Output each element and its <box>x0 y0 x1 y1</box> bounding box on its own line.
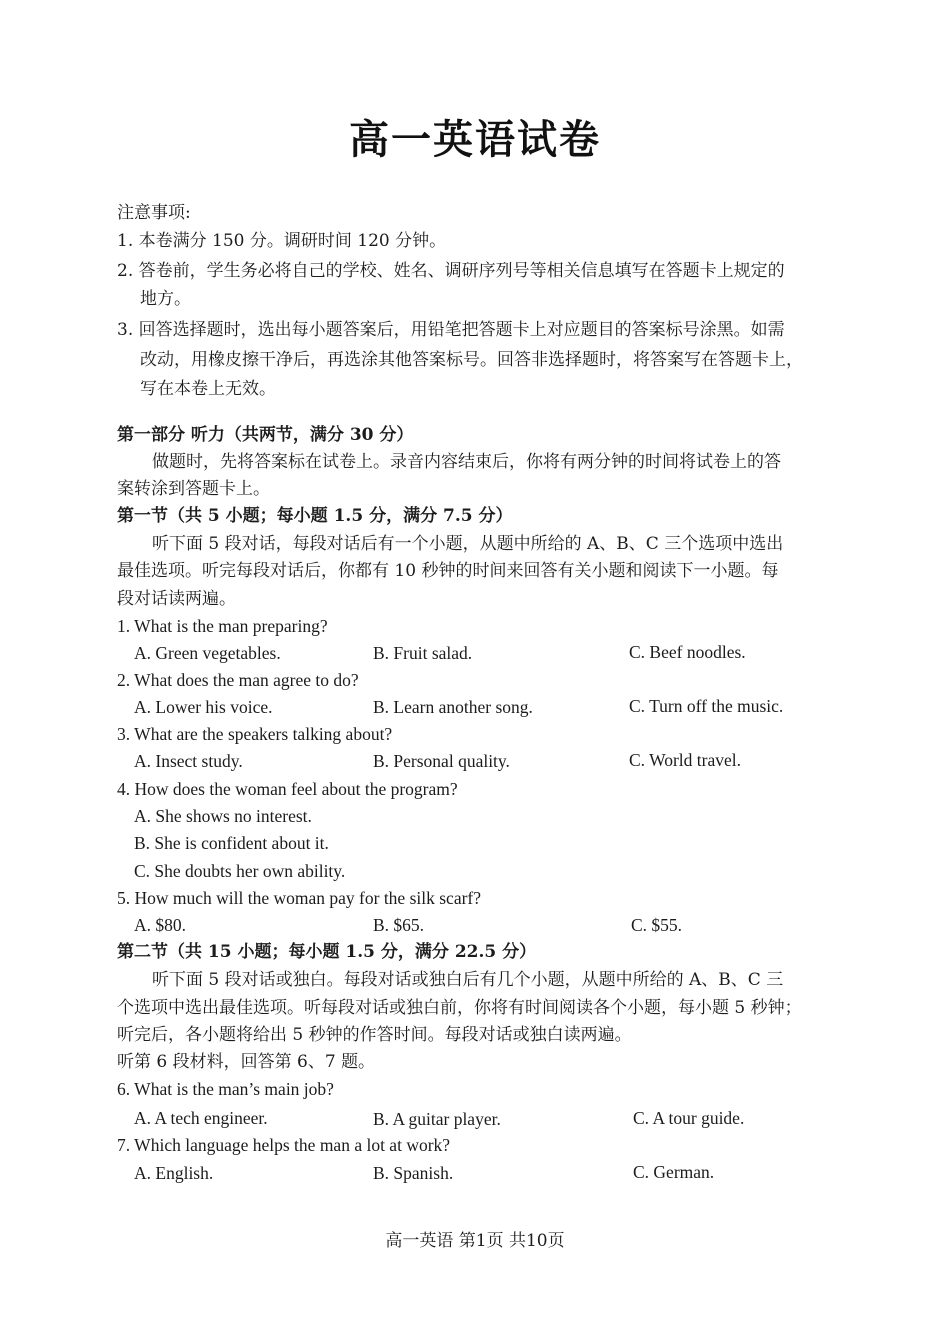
question-7-option-b: B. Spanish. <box>373 1163 454 1183</box>
page-footer: 高一英语 第1页 共10页 <box>385 1231 565 1251</box>
section1-intro-line-2: 最佳选项。听完每段对话后，你都有 10 秒钟的时间来回答有关小题和阅读下一小题。每 <box>117 561 779 581</box>
section1-heading: 第一节（共 5 小题；每小题 1.5 分，满分 7.5 分） <box>117 506 513 526</box>
notice-item-3-line-2: 改动，用橡皮擦干净后，再选涂其他答案标号。回答非选择题时，将答案写在答题卡上， <box>140 350 803 370</box>
notice-item-3-line-1: 3. 回答选择题时，选出每小题答案后，用铅笔把答题卡上对应题目的答案标号涂黑。如需 <box>117 320 785 340</box>
part1-intro-line-2: 案转涂到答题卡上。 <box>117 479 270 499</box>
notice-item-1: 1. 本卷满分 150 分。调研时间 120 分钟。 <box>117 231 447 251</box>
question-4-option-c: C. She doubts her own ability. <box>134 861 346 881</box>
question-6-option-b: B. A guitar player. <box>373 1109 501 1129</box>
part1-intro-line-1: 做题时，先将答案标在试卷上。录音内容结束后，你将有两分钟的时间将试卷上的答 <box>152 452 781 472</box>
question-4: 4. How does the woman feel about the program? <box>117 779 458 799</box>
section2-intro-line-3: 听完后，各小题将给出 5 秒钟的作答时间。每段对话或独白读两遍。 <box>117 1025 632 1045</box>
question-5-option-a: A. $80. <box>134 915 187 935</box>
question-4-option-a: A. She shows no interest. <box>134 806 312 826</box>
section2-heading: 第二节（共 15 小题；每小题 1.5 分，满分 22.5 分） <box>117 942 537 962</box>
question-5-option-c: C. $55. <box>631 915 683 935</box>
question-4-option-b: B. She is confident about it. <box>134 833 329 853</box>
question-6: 6. What is the man’s main job? <box>117 1079 334 1099</box>
question-2-option-b: B. Learn another song. <box>373 697 533 717</box>
page-title: 高一英语试卷 <box>349 116 601 163</box>
question-7-option-c: C. German. <box>633 1162 715 1182</box>
question-7-option-a: A. English. <box>134 1163 214 1183</box>
question-2-option-c: C. Turn off the music. <box>629 696 784 716</box>
material-6-instruction: 听第 6 段材料，回答第 6、7 题。 <box>117 1052 376 1072</box>
notice-item-3-line-3: 写在本卷上无效。 <box>140 379 276 399</box>
question-1: 1. What is the man preparing? <box>117 616 328 636</box>
question-6-option-c: C. A tour guide. <box>633 1108 745 1128</box>
question-6-option-a: A. A tech engineer. <box>134 1108 268 1128</box>
question-1-option-c: C. Beef noodles. <box>629 642 746 662</box>
notice-heading: 注意事项: <box>117 203 191 223</box>
section2-intro-line-1: 听下面 5 段对话或独白。每段对话或独白后有几个小题，从题中所给的 A、B、C 三 <box>152 970 784 990</box>
question-3-option-b: B. Personal quality. <box>373 751 510 771</box>
question-7: 7. Which language helps the man a lot at work? <box>117 1135 451 1155</box>
question-2-option-a: A. Lower his voice. <box>134 697 273 717</box>
question-2: 2. What does the man agree to do? <box>117 670 359 690</box>
question-1-option-b: B. Fruit salad. <box>373 643 473 663</box>
section2-intro-line-2: 个选项中选出最佳选项。听每段对话或独白前，你将有时间阅读各个小题，每小题 5 秒钟； <box>117 998 802 1018</box>
section1-intro-line-3: 段对话读两遍。 <box>117 589 236 609</box>
part1-heading: 第一部分 听力（共两节，满分 30 分） <box>117 425 414 445</box>
notice-item-2-line-2: 地方。 <box>140 289 191 309</box>
question-1-option-a: A. Green vegetables. <box>134 643 281 663</box>
question-5: 5. How much will the woman pay for the silk scarf? <box>117 888 482 908</box>
section1-intro-line-1: 听下面 5 段对话，每段对话后有一个小题，从题中所给的 A、B、C 三个选项中选出 <box>152 534 784 554</box>
question-3-option-a: A. Insect study. <box>134 751 243 771</box>
question-3-option-c: C. World travel. <box>629 750 741 770</box>
notice-item-2-line-1: 2. 答卷前，学生务必将自己的学校、姓名、调研序列号等相关信息填写在答题卡上规定的 <box>117 261 785 281</box>
question-5-option-b: B. $65. <box>373 915 425 935</box>
question-3: 3. What are the speakers talking about? <box>117 724 393 744</box>
